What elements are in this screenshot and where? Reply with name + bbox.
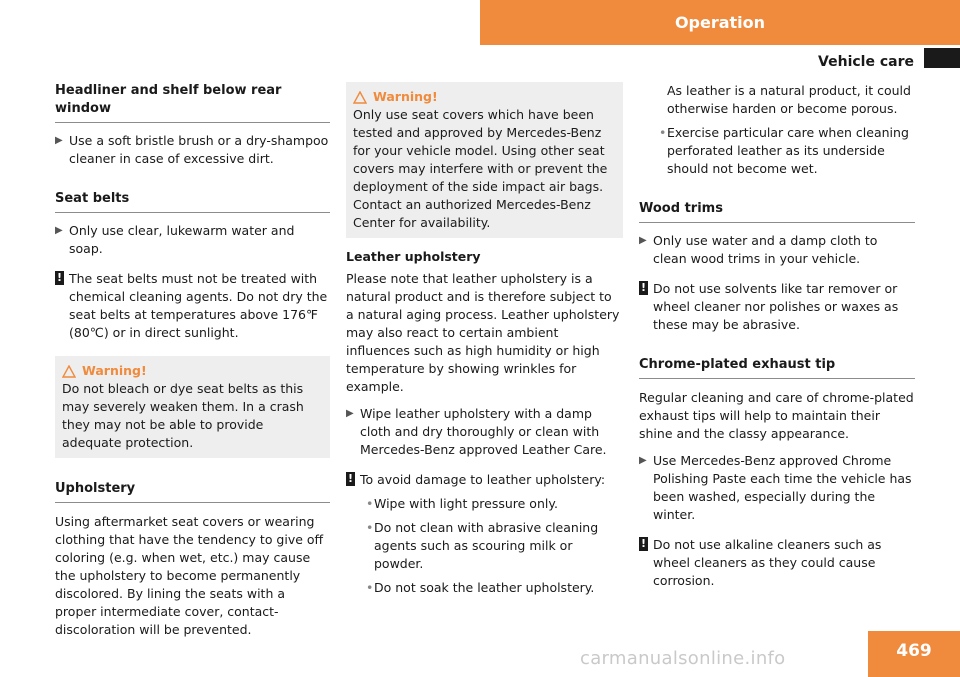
list-item-text: Do not soak the leather upholstery. — [374, 580, 595, 595]
step-chrome — [639, 452, 915, 524]
watermark: carmanualsonline.info — [580, 648, 786, 669]
step-text: Wipe leather upholstery with a damp cloth and dry thoroughly or clean with Mercedes-Benz approved Leather Care. — [360, 406, 607, 457]
list-item — [639, 124, 915, 178]
bullet-icon: • — [366, 580, 374, 595]
paragraph-chrome: Regular cleaning and care of chrome-plated exhaust tips will help to maintain their shine and the classy appearance. — [639, 390, 914, 441]
warning-seat-belts — [55, 356, 330, 458]
warning-seat-covers — [346, 82, 623, 238]
list-item-text: Exercise particular care when cleaning perforated leather as its underside should not become wet. — [667, 125, 909, 176]
note-text: The seat belts must not be treated with chemical cleaning agents. Do not dry the seat belts at temperatures above 176℉ (80℃) or in direct sunlight. — [69, 271, 328, 340]
heading-headliner: Headliner and shelf below rear window — [55, 82, 330, 123]
heading-chrome-exhaust: Chrome-plated exhaust tip — [639, 356, 915, 379]
step-text: Use a soft bristle brush or a dry-shampoo cleaner in case of excessive dirt. — [69, 133, 329, 166]
warning-triangle-icon — [62, 365, 76, 378]
warning-triangle-icon — [353, 91, 367, 104]
warning-title — [62, 362, 323, 380]
section-header — [480, 0, 960, 45]
arrow-icon: ▶ — [639, 235, 647, 246]
paragraph-leather-continued: As leather is a natural product, it could otherwise harden or become porous. — [667, 83, 911, 116]
note-leather — [346, 471, 623, 489]
step-leather — [346, 405, 623, 459]
list-item — [346, 579, 623, 597]
note-text: To avoid damage to leather upholstery: — [360, 472, 606, 487]
warning-title-text: Warning! — [373, 89, 438, 104]
list-item — [346, 495, 623, 513]
step-seat-belts — [55, 222, 330, 258]
note-wood — [639, 280, 915, 334]
header-marker — [924, 48, 960, 68]
arrow-icon: ▶ — [55, 135, 63, 146]
step-headliner — [55, 132, 330, 168]
heading-leather: Leather upholstery — [346, 249, 481, 264]
bullet-icon: • — [659, 125, 667, 140]
note-text: Do not use alkaline cleaners such as wheel cleaners as they could cause corrosion. — [653, 537, 882, 588]
column-2 — [346, 82, 623, 597]
step-text: Use Mercedes-Benz approved Chrome Polishing Paste each time the vehicle has been washed, especially during the winter. — [653, 453, 912, 522]
arrow-icon: ▶ — [55, 225, 63, 236]
column-1 — [55, 82, 330, 639]
note-text: Do not use solvents like tar remover or wheel cleaner nor polishes or waxes as these may be abrasive. — [653, 281, 899, 332]
heading-upholstery: Upholstery — [55, 480, 330, 503]
subsection-title: Vehicle care — [818, 54, 914, 70]
warning-title-text: Warning! — [82, 363, 147, 378]
column-3 — [639, 82, 915, 590]
step-wood — [639, 232, 915, 268]
warning-text: Only use seat covers which have been tested and approved by Mercedes-Benz for your vehicle model. Using other seat covers may interfere with or prevent the deployment of the side impact air bags. Contact an authorized Mercedes-Benz Center for availability. — [353, 107, 608, 230]
bullet-icon: • — [366, 520, 374, 535]
exclamation-icon: ! — [56, 271, 63, 284]
note-seat-belts — [55, 270, 330, 342]
section-title: Operation — [674, 13, 766, 32]
arrow-icon: ▶ — [346, 408, 354, 419]
exclamation-icon: ! — [640, 281, 647, 294]
list-item — [346, 519, 623, 573]
list-item-text: Wipe with light pressure only. — [374, 496, 558, 511]
heading-wood-trims: Wood trims — [639, 200, 915, 223]
warning-text: Do not bleach or dye seat belts as this may severely weaken them. In a crash they may not be able to provide adequate protection. — [62, 381, 304, 450]
paragraph-leather: Please note that leather upholstery is a natural product and is therefore subject to a natural aging process. Leather upholstery may also react to certain ambient influences such as high humidity or high temperature by showing wrinkles for example. — [346, 271, 620, 394]
page-number: 469 — [868, 631, 960, 677]
list-item-text: Do not clean with abrasive cleaning agents such as scouring milk or powder. — [374, 520, 599, 571]
step-text: Only use clear, lukewarm water and soap. — [69, 223, 295, 256]
heading-seat-belts: Seat belts — [55, 190, 330, 213]
warning-title — [353, 88, 616, 106]
bullet-icon: • — [366, 496, 374, 511]
exclamation-icon: ! — [347, 472, 354, 485]
paragraph-upholstery: Using aftermarket seat covers or wearing clothing that have the tendency to give off coloring (e.g. when wet, etc.) may cause the upholstery to become permanently discolored. By lining the seats with a proper intermediate cover, contact-discoloration will be prevented. — [55, 514, 324, 637]
arrow-icon: ▶ — [639, 455, 647, 466]
step-text: Only use water and a damp cloth to clean wood trims in your vehicle. — [653, 233, 878, 266]
exclamation-icon: ! — [640, 537, 647, 550]
note-chrome — [639, 536, 915, 590]
